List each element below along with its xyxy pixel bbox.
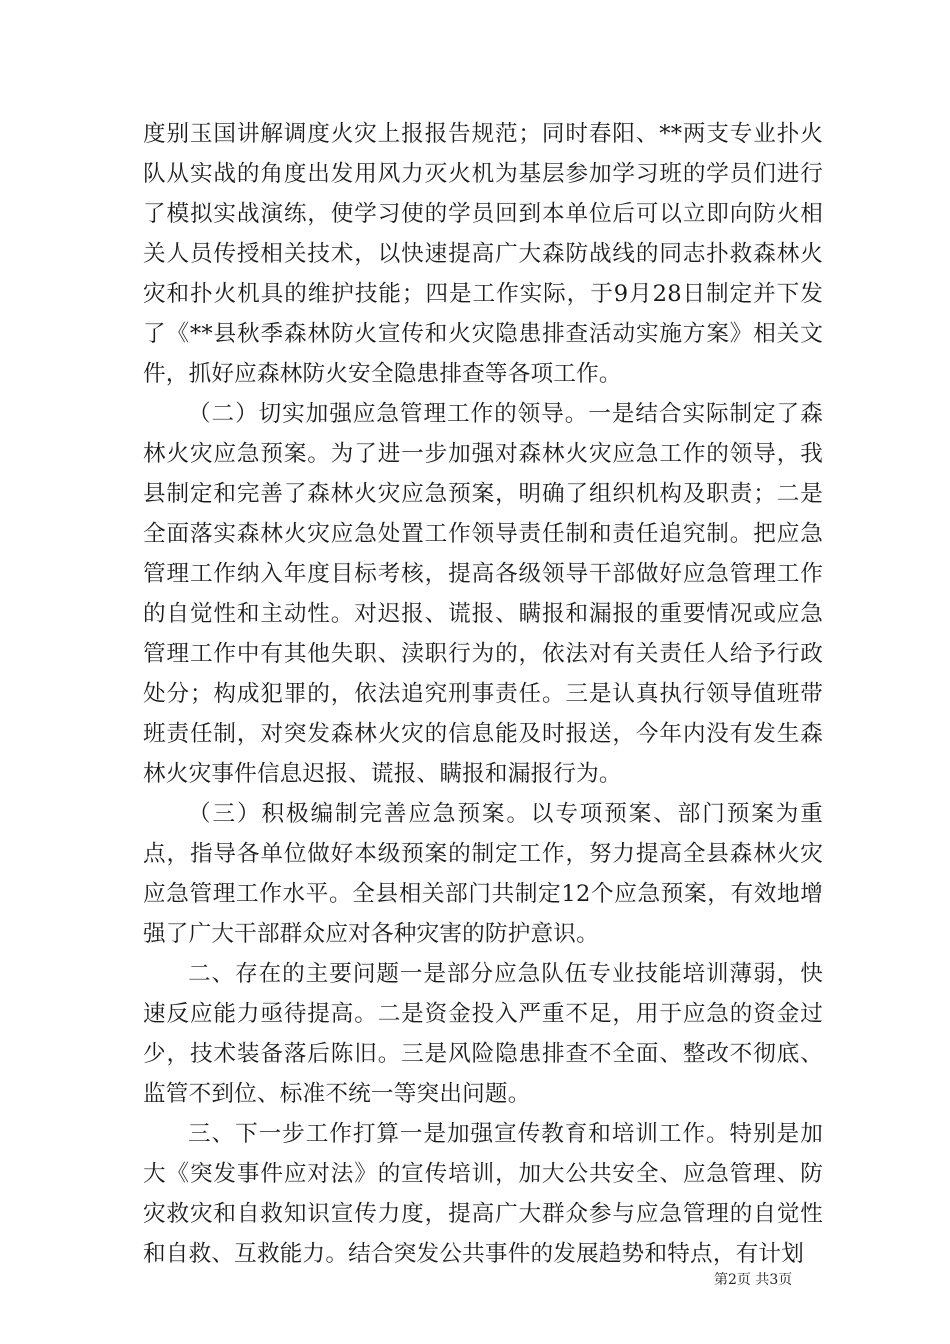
paragraph-continuation: 度别玉国讲解调度火灾上报报告规范；同时春阳、**两支专业扑火队从实战的角度出发用风力灭火机为基层参加学习班的学员们进行了模拟实战演练，使学习使的学员回到本单位后可以立即向防火相关人员传授相关技术，以快速提高广大森防战线的同志扑救森林火灾和扑火机具的维护技能；四是工作实际，于9月28日制定并下发了《**县秋季森林防火宣传和火灾隐患排查活动实施方案》相关文件，抓好应森林防火安全隐患排查等各项工作。 [143,121,823,387]
paragraph-main-problems: 二、存在的主要问题一是部分应急队伍专业技能培训薄弱，快速反应能力亟待提高。二是资金投入严重不足，用于应急的资金过少，技术装备落后陈旧。三是风险隐患排查不全面、整改不彻底、监管不到位、标准不统一等突出问题。 [143,961,823,1107]
page-number-footer: 第2页 共3页 [714,1272,793,1288]
document-body [143,114,823,1274]
paragraph-next-steps: 三、下一步工作打算一是加强宣传教育和培训工作。特别是加大《突发事件应对法》的宣传培训，加大公共安全、应急管理、防灾救灾和自救知识宣传力度，提高广大群众参与应急管理的自觉性和自救、互救能力。结合突发公共事件的发展趋势和特点，有计划 [143,1121,823,1267]
paragraph-section-3: （三）积极编制完善应急预案。以专项预案、部门预案为重点，指导各单位做好本级预案的制定工作，努力提高全县森林火灾应急管理工作水平。全县相关部门共制定12个应急预案，有效地增强了广大干部群众应对各种灾害的防护意识。 [143,801,823,947]
paragraph-section-2: （二）切实加强应急管理工作的领导。一是结合实际制定了森林火灾应急预案。为了进一步加强对森林火灾应急工作的领导，我县制定和完善了森林火灾应急预案，明确了组织机构及职责；二是全面落实森林火灾应急处置工作领导责任制和责任追究制。把应急管理工作纳入年度目标考核，提高各级领导干部做好应急管理工作的自觉性和主动性。对迟报、谎报、瞒报和漏报的重要情况或应急管理工作中有其他失职、渎职行为的，依法对有关责任人给予行政处分；构成犯罪的，依法追究刑事责任。三是认真执行领导值班带班责任制，对突发森林火灾的信息能及时报送，今年内没有发生森林火灾事件信息迟报、谎报、瞒报和漏报行为。 [143,401,823,787]
